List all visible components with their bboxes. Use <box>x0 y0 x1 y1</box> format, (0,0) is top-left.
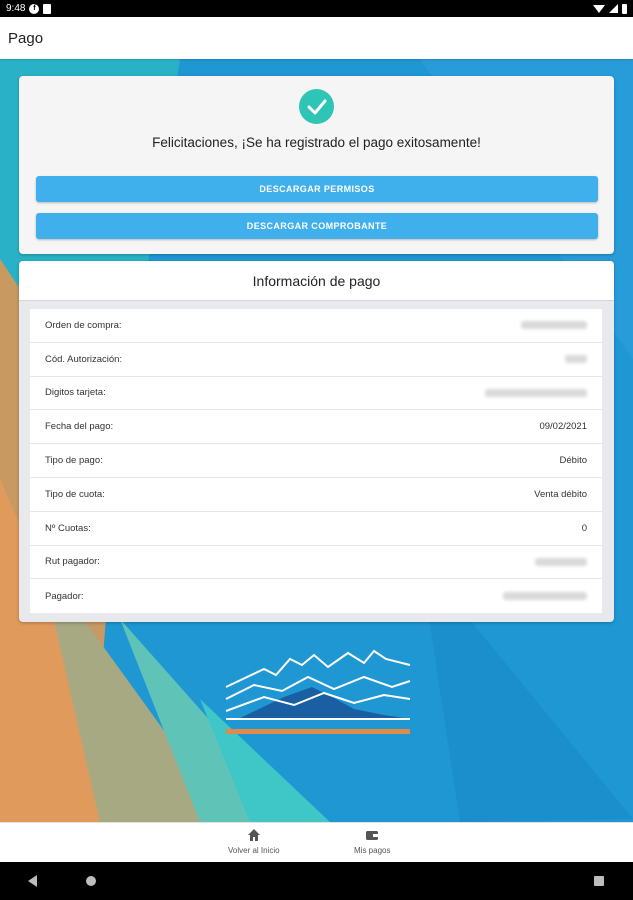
info-label: Tipo de pago: <box>45 455 103 467</box>
info-label: Nº Cuotas: <box>45 522 91 534</box>
check-circle-icon <box>299 89 334 124</box>
info-value: 09/02/2021 <box>539 421 587 433</box>
redacted-value <box>535 558 587 566</box>
nav-payments-button[interactable] <box>354 828 390 855</box>
bottom-navigation <box>0 822 633 862</box>
info-row-payer <box>30 579 602 613</box>
info-row-authorization-code <box>30 343 602 377</box>
info-value: 0 <box>581 522 587 534</box>
info-label: Rut pagador: <box>45 556 100 568</box>
redacted-value <box>485 389 587 397</box>
info-value: Venta débito <box>534 488 587 500</box>
payment-info-list <box>30 309 602 613</box>
info-value: Débito <box>559 455 587 467</box>
download-receipt-button[interactable]: DESCARGAR COMPROBANTE <box>36 213 598 239</box>
info-label: Fecha del pago: <box>45 421 114 433</box>
info-label: Orden de compra: <box>45 319 122 331</box>
download-permits-button[interactable]: DESCARGAR PERMISOS <box>36 176 598 202</box>
redacted-value <box>565 355 587 363</box>
signal-icon <box>609 4 618 13</box>
info-row-payment-type <box>30 444 602 478</box>
redacted-value <box>503 592 587 600</box>
info-row-installment-type <box>30 478 602 512</box>
home-circle-icon[interactable] <box>86 876 96 886</box>
redacted-value <box>521 321 587 329</box>
info-row-payer-rut <box>30 546 602 580</box>
info-label: Pagador: <box>45 590 84 602</box>
info-row-card-digits <box>30 377 602 411</box>
back-icon[interactable] <box>28 875 37 887</box>
recent-apps-icon[interactable] <box>594 876 604 886</box>
info-label: Cód. Autorización: <box>45 353 123 365</box>
payment-info-title: Información de pago <box>19 261 614 301</box>
info-label: Tipo de cuota: <box>45 488 105 500</box>
wallet-icon <box>365 828 379 842</box>
status-time: 9:48 <box>6 3 26 14</box>
nav-payments-label: Mis pagos <box>354 846 391 855</box>
page-title: Pago <box>8 29 44 47</box>
battery-icon <box>622 4 627 14</box>
mountain-logo <box>224 647 412 737</box>
success-card <box>19 76 614 254</box>
payment-info-card <box>19 261 614 622</box>
success-message: Felicitaciones, ¡Se ha registrado el pago exitosamente! <box>152 135 481 150</box>
info-row-installments <box>30 512 602 546</box>
info-row-purchase-order <box>30 309 602 343</box>
nav-home-button[interactable] <box>228 828 280 855</box>
document-notification-icon <box>43 4 51 14</box>
status-bar <box>0 0 633 17</box>
info-row-payment-date <box>30 410 602 444</box>
system-navigation-bar <box>0 862 633 900</box>
nav-home-label: Volver al Inicio <box>228 846 280 855</box>
info-label: Digitos tarjeta: <box>45 387 106 399</box>
wifi-icon <box>593 5 605 13</box>
app-bar <box>0 17 633 59</box>
home-icon <box>247 828 261 842</box>
app-notification-icon: f <box>29 4 39 14</box>
